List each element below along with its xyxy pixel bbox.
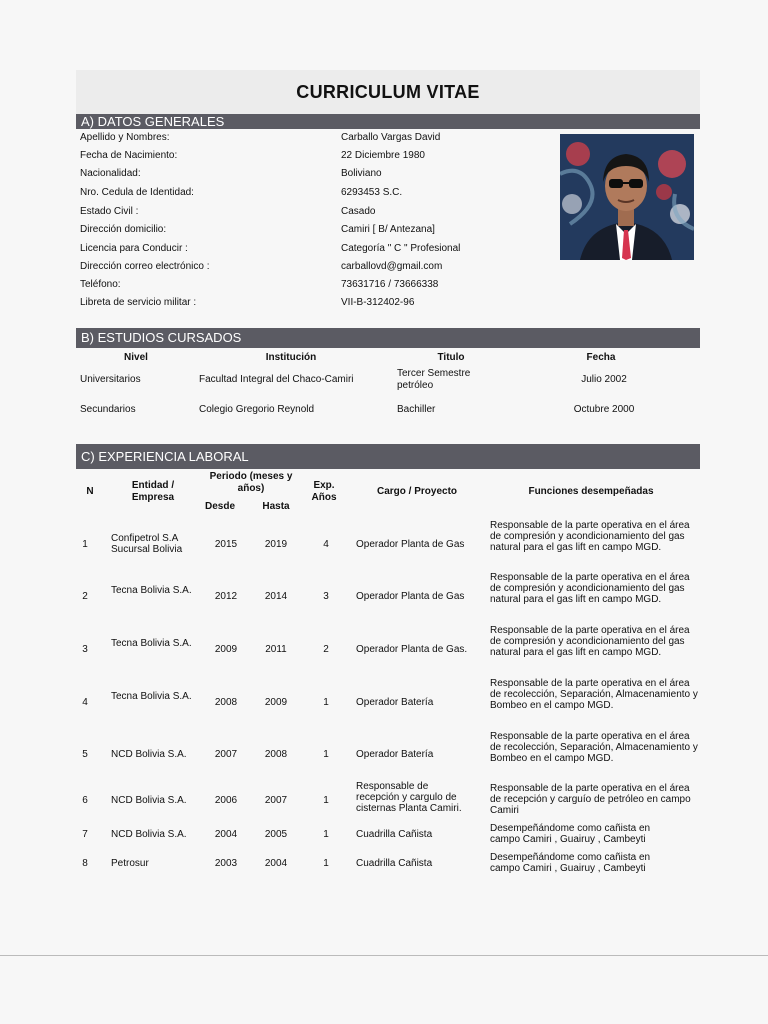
job-cargo-3: Operador Planta de Gas. bbox=[356, 644, 468, 655]
value-telefono: 73631716 / 73666338 bbox=[341, 279, 439, 290]
job-funciones-2: Responsable de la parte operativa en el área de compresión y acondicionamiento del gas natural para el gas lift en campo MGD. bbox=[490, 572, 690, 605]
job-entidad-6: NCD Bolivia S.A. bbox=[111, 795, 187, 806]
study-nivel-2: Secundarios bbox=[80, 404, 136, 415]
job-n-7: 7 bbox=[82, 829, 88, 840]
job-cargo-4: Operador Batería bbox=[356, 697, 434, 708]
col-institucion: Institución bbox=[265, 352, 317, 363]
job-n-4: 4 bbox=[82, 697, 88, 708]
job-funciones-3: Responsable de la parte operativa en el área de compresión y acondicionamiento del gas natural para el gas lift en campo MGD. bbox=[490, 625, 690, 658]
job-cargo-5: Operador Batería bbox=[356, 749, 434, 760]
value-nombres: Carballo Vargas David bbox=[341, 132, 441, 143]
job-n-8: 8 bbox=[82, 858, 88, 869]
job-funciones-8: Desempeñándome como cañista en campo Camiri , Guairuy , Cambeyti bbox=[490, 852, 651, 874]
job-entidad-3: Tecna Bolivia S.A. bbox=[111, 638, 192, 649]
job-cargo-6: Responsable de recepción y cargulo de cisternas Planta Camiri. bbox=[356, 781, 462, 814]
col-desde: Desde bbox=[204, 501, 235, 512]
job-funciones-4: Responsable de la parte operativa en el área de recolección, Separación, Almacenamiento y Bombeo en el campo MGD. bbox=[490, 678, 698, 711]
value-estado-civil: Casado bbox=[341, 206, 376, 217]
col-cargo: Cargo / Proyecto bbox=[376, 486, 458, 497]
study-fecha-2: Octubre 2000 bbox=[573, 404, 635, 415]
label-cedula: Nro. Cedula de Identidad: bbox=[80, 187, 194, 198]
job-entidad-4: Tecna Bolivia S.A. bbox=[111, 691, 192, 702]
col-titulo: Titulo bbox=[437, 352, 465, 363]
value-cedula: 6293453 S.C. bbox=[341, 187, 403, 198]
job-exp-7: 1 bbox=[323, 829, 329, 840]
study-titulo-1: Tercer Semestre petróleo bbox=[397, 368, 471, 391]
label-correo: Dirección correo electrónico : bbox=[80, 261, 210, 272]
job-n-5: 5 bbox=[82, 749, 88, 760]
col-entidad: Entidad / Empresa bbox=[131, 480, 175, 503]
study-institucion-2: Colegio Gregorio Reynold bbox=[199, 404, 315, 415]
job-funciones-1: Responsable de la parte operativa en el área de compresión y acondicionamiento del gas natural para el gas lift en campo MGD. bbox=[490, 520, 690, 553]
job-desde-1: 2015 bbox=[214, 539, 238, 550]
job-cargo-7: Cuadrilla Cañista bbox=[356, 829, 433, 840]
job-exp-8: 1 bbox=[323, 858, 329, 869]
label-direccion: Dirección domicilio: bbox=[80, 224, 167, 235]
job-n-1: 1 bbox=[82, 539, 88, 550]
job-hasta-8: 2004 bbox=[264, 858, 288, 869]
job-hasta-2: 2014 bbox=[264, 591, 288, 602]
portrait-image bbox=[560, 134, 694, 260]
job-funciones-6: Responsable de la parte operativa en el área de recepción y carguío de petróleo en campo Camiri bbox=[490, 783, 691, 816]
col-periodo: Periodo (meses y años) bbox=[209, 471, 293, 494]
section-a-heading: A) DATOS GENERALES bbox=[76, 114, 700, 129]
col-funciones: Funciones desempeñadas bbox=[528, 486, 654, 497]
profile-photo bbox=[560, 134, 694, 260]
label-nacionalidad: Nacionalidad: bbox=[80, 168, 141, 179]
job-funciones-7: Desempeñándome como cañista en campo Camiri , Guairuy , Cambeyti bbox=[490, 823, 651, 845]
job-exp-3: 2 bbox=[323, 644, 329, 655]
value-nacimiento: 22 Diciembre 1980 bbox=[341, 150, 425, 161]
value-libreta: VII-B-312402-96 bbox=[341, 297, 415, 308]
study-institucion-1: Facultad Integral del Chaco-Camiri bbox=[199, 374, 354, 385]
job-desde-8: 2003 bbox=[214, 858, 238, 869]
value-direccion: Camiri [ B/ Antezana] bbox=[341, 224, 435, 235]
job-entidad-1: Confipetrol S.A Sucursal Bolivia bbox=[111, 533, 183, 555]
job-exp-4: 1 bbox=[323, 697, 329, 708]
value-correo: carballovd@gmail.com bbox=[341, 261, 443, 272]
job-exp-6: 1 bbox=[323, 795, 329, 806]
col-nivel: Nivel bbox=[124, 352, 148, 363]
study-fecha-1: Julio 2002 bbox=[581, 374, 627, 385]
job-cargo-1: Operador Planta de Gas bbox=[356, 539, 465, 550]
value-licencia: Categoría " C " Profesional bbox=[341, 243, 461, 254]
job-desde-7: 2004 bbox=[214, 829, 238, 840]
page-edge-line bbox=[0, 955, 768, 956]
job-hasta-4: 2009 bbox=[264, 697, 288, 708]
label-nombres: Apellido y Nombres: bbox=[80, 132, 170, 143]
job-desde-6: 2006 bbox=[214, 795, 238, 806]
job-entidad-7: NCD Bolivia S.A. bbox=[111, 829, 187, 840]
section-c-heading: C) EXPERIENCIA LABORAL bbox=[76, 444, 700, 469]
job-entidad-5: NCD Bolivia S.A. bbox=[111, 749, 187, 760]
job-hasta-7: 2005 bbox=[264, 829, 288, 840]
job-desde-2: 2012 bbox=[214, 591, 238, 602]
study-titulo-2: Bachiller bbox=[397, 404, 436, 415]
job-n-3: 3 bbox=[82, 644, 88, 655]
job-hasta-1: 2019 bbox=[264, 539, 288, 550]
job-n-2: 2 bbox=[82, 591, 88, 602]
job-cargo-2: Operador Planta de Gas bbox=[356, 591, 465, 602]
job-exp-2: 3 bbox=[323, 591, 329, 602]
job-desde-5: 2007 bbox=[214, 749, 238, 760]
document-title: CURRICULUM VITAE bbox=[296, 82, 480, 102]
job-hasta-3: 2011 bbox=[265, 644, 287, 655]
col-hasta: Hasta bbox=[262, 501, 290, 512]
job-desde-3: 2009 bbox=[214, 644, 238, 655]
label-estado-civil: Estado Civil : bbox=[80, 206, 139, 217]
value-nacionalidad: Boliviano bbox=[341, 168, 382, 179]
job-funciones-5: Responsable de la parte operativa en el área de recolección, Separación, Almacenamiento y Bombeo en el campo MGD. bbox=[490, 731, 698, 764]
job-exp-1: 4 bbox=[323, 539, 329, 550]
label-licencia: Licencia para Conducir : bbox=[80, 243, 188, 254]
job-exp-5: 1 bbox=[323, 749, 329, 760]
job-entidad-8: Petrosur bbox=[111, 858, 149, 869]
job-desde-4: 2008 bbox=[214, 697, 238, 708]
job-hasta-6: 2007 bbox=[264, 795, 288, 806]
col-exp: Exp. Años bbox=[311, 480, 337, 503]
label-libreta: Libreta de servicio militar : bbox=[80, 297, 197, 308]
label-telefono: Teléfono: bbox=[80, 279, 121, 290]
study-nivel-1: Universitarios bbox=[80, 374, 141, 385]
col-n: N bbox=[86, 486, 94, 497]
job-n-6: 6 bbox=[82, 795, 88, 806]
section-b-heading: B) ESTUDIOS CURSADOS bbox=[76, 328, 700, 348]
job-entidad-2: Tecna Bolivia S.A. bbox=[111, 585, 192, 596]
job-cargo-8: Cuadrilla Cañista bbox=[356, 858, 433, 869]
label-nacimiento: Fecha de Nacimiento: bbox=[80, 150, 178, 161]
job-hasta-5: 2008 bbox=[264, 749, 288, 760]
col-fecha: Fecha bbox=[586, 352, 616, 363]
